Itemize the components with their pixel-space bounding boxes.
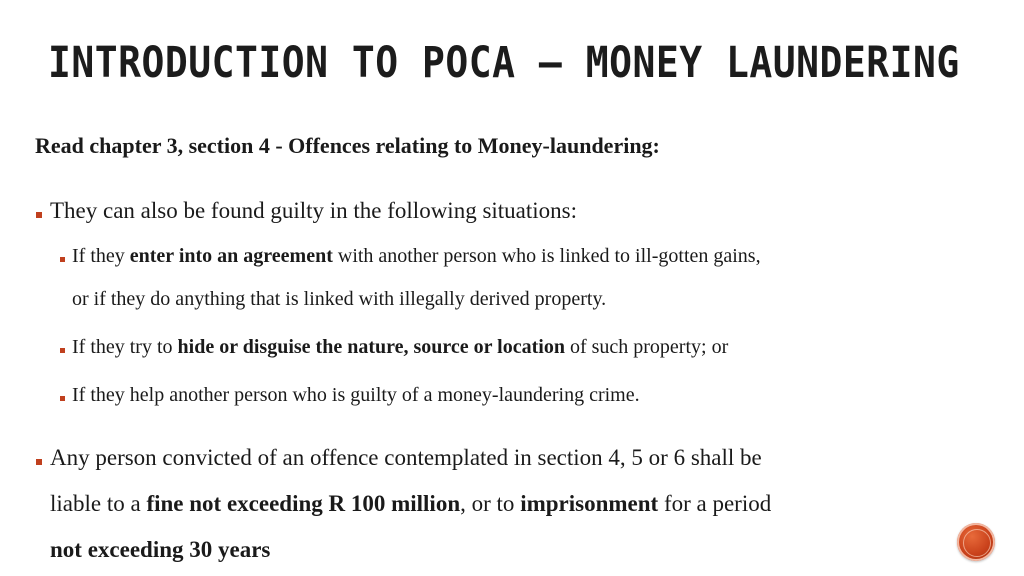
section-heading: Read chapter 3, section 4 - Offences relating to Money-laundering: <box>35 133 660 158</box>
slide-title: INTRODUCTION TO POCA – MONEY LAUNDERING <box>48 38 960 88</box>
text-segment: liable to a <box>50 491 147 516</box>
bullet-marker-icon <box>36 212 42 218</box>
emphasis-years: not exceeding 30 years <box>50 537 271 562</box>
text-segment: If they <box>72 245 130 267</box>
emphasis-hide: hide or disguise the nature, source or location <box>177 336 565 358</box>
sub-bullet-marker-icon <box>60 348 65 353</box>
bullet-penalty <box>36 447 996 573</box>
text-segment: , or to <box>460 491 521 516</box>
emphasis-agreement: enter into an agreement <box>129 245 333 267</box>
emphasis-imprisonment: imprisonment <box>520 491 659 516</box>
bullet-text: They can also be found guilty in the following situations: <box>50 198 578 223</box>
sub-bullet-text: If they help another person who is guilty of a money-laundering crime. <box>72 384 640 406</box>
bullet-text <box>50 435 771 573</box>
sub-bullet-marker-icon <box>60 257 65 262</box>
presentation-logo-icon <box>957 523 995 561</box>
bullet-situations <box>36 200 996 234</box>
sub-bullet-help <box>60 384 1010 417</box>
text-segment: for a period <box>658 491 772 516</box>
bullet-marker-icon <box>36 459 42 465</box>
sub-bullet-hide <box>60 336 1010 369</box>
sub-bullet-agreement <box>60 245 1010 321</box>
text-segment: or if they do anything that is linked with illegally derived property. <box>72 288 607 310</box>
text-segment: of such property; or <box>564 336 729 358</box>
text-segment: Any person convicted of an offence contemplated in section 4, 5 or 6 shall be <box>50 445 762 470</box>
text-segment: If they try to <box>72 336 178 358</box>
sub-bullet-marker-icon <box>60 396 65 401</box>
sub-bullet-text <box>72 326 728 369</box>
text-segment: with another person who is linked to ill-gotten gains, <box>332 245 761 267</box>
sub-bullet-text <box>72 235 761 321</box>
emphasis-fine: fine not exceeding R 100 million <box>146 491 461 516</box>
